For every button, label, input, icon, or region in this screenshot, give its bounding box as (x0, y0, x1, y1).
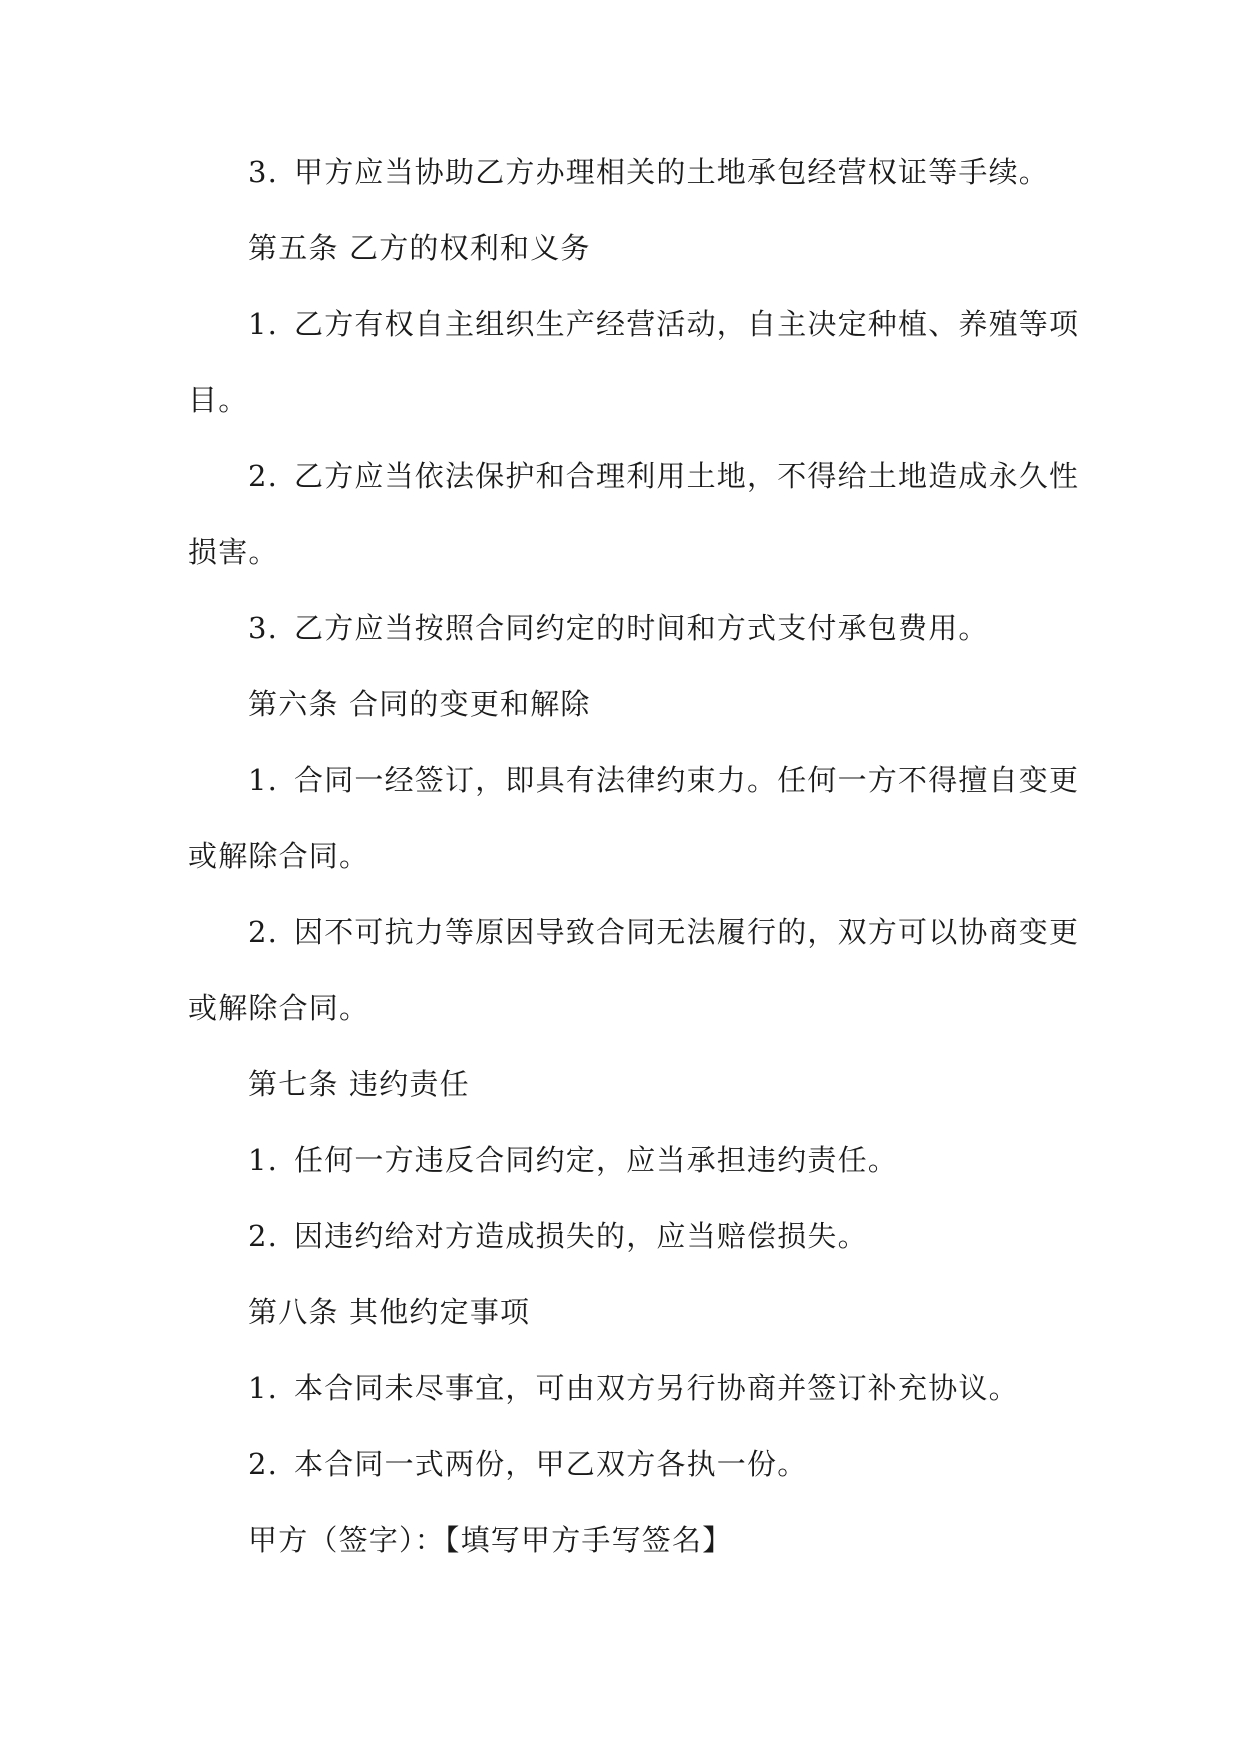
item-number: 1. (248, 763, 279, 797)
item-text: 本合同未尽事宜，可由双方另行协商并签订补充协议。 (294, 1371, 1019, 1405)
item-text: 本合同一式两份，甲乙双方各执一份。 (294, 1447, 808, 1481)
item-text: 因不可抗力等原因导致合同无法履行的，双方可以协商变更 (294, 915, 1080, 949)
clause-8-item-2 (248, 1446, 807, 1482)
item-number: 1. (248, 1371, 279, 1405)
signature-label: 甲方（签字）：【填写甲方手写签名】 (248, 1523, 733, 1557)
item-number: 1. (248, 307, 279, 341)
item-text: 任何一方违反合同约定，应当承担违约责任。 (294, 1143, 899, 1177)
item-text: 目。 (188, 383, 249, 417)
item-number: 1. (248, 1143, 279, 1177)
clause-4-item-3 (248, 154, 1049, 190)
clause-7-item-1 (248, 1142, 898, 1178)
item-text: 或解除合同。 (188, 991, 370, 1025)
item-text: 或解除合同。 (188, 839, 370, 873)
clause-5-item-1 (248, 306, 1079, 342)
heading-text: 第七条 违约责任 (248, 1067, 470, 1101)
item-text: 合同一经签订，即具有法律约束力。任何一方不得擅自变更 (294, 763, 1080, 797)
party-a-signature-line (248, 1522, 732, 1558)
item-text: 损害。 (188, 535, 279, 569)
heading-text: 第六条 合同的变更和解除 (248, 687, 591, 721)
clause-6-item-1 (248, 762, 1079, 798)
item-text: 甲方应当协助乙方办理相关的土地承包经营权证等手续。 (294, 155, 1050, 189)
item-text: 因违约给对方造成损失的，应当赔偿损失。 (294, 1219, 868, 1253)
clause-7-item-2 (248, 1218, 868, 1254)
heading-text: 第五条 乙方的权利和义务 (248, 231, 591, 265)
item-number: 2. (248, 1219, 279, 1253)
clause-8-item-1 (248, 1370, 1019, 1406)
clause-6-item-2 (248, 914, 1079, 950)
clause-8-heading (248, 1294, 530, 1330)
clause-5-item-3 (248, 610, 989, 646)
item-number: 2. (248, 459, 279, 493)
item-text: 乙方应当依法保护和合理利用土地，不得给土地造成永久性 (294, 459, 1080, 493)
clause-5-item-1-continuation (188, 382, 248, 418)
heading-text: 第八条 其他约定事项 (248, 1295, 531, 1329)
clause-5-heading (248, 230, 591, 266)
clause-6-heading (248, 686, 591, 722)
clause-7-heading (248, 1066, 470, 1102)
clause-6-item-1-continuation (188, 838, 369, 874)
item-number: 3. (248, 155, 279, 189)
clause-5-item-2-continuation (188, 534, 279, 570)
item-number: 2. (248, 1447, 279, 1481)
item-number: 2. (248, 915, 279, 949)
clause-5-item-2 (248, 458, 1079, 494)
clause-6-item-2-continuation (188, 990, 369, 1026)
item-number: 3. (248, 611, 279, 645)
item-text: 乙方有权自主组织生产经营活动，自主决定种植、养殖等项 (294, 307, 1080, 341)
item-text: 乙方应当按照合同约定的时间和方式支付承包费用。 (294, 611, 989, 645)
